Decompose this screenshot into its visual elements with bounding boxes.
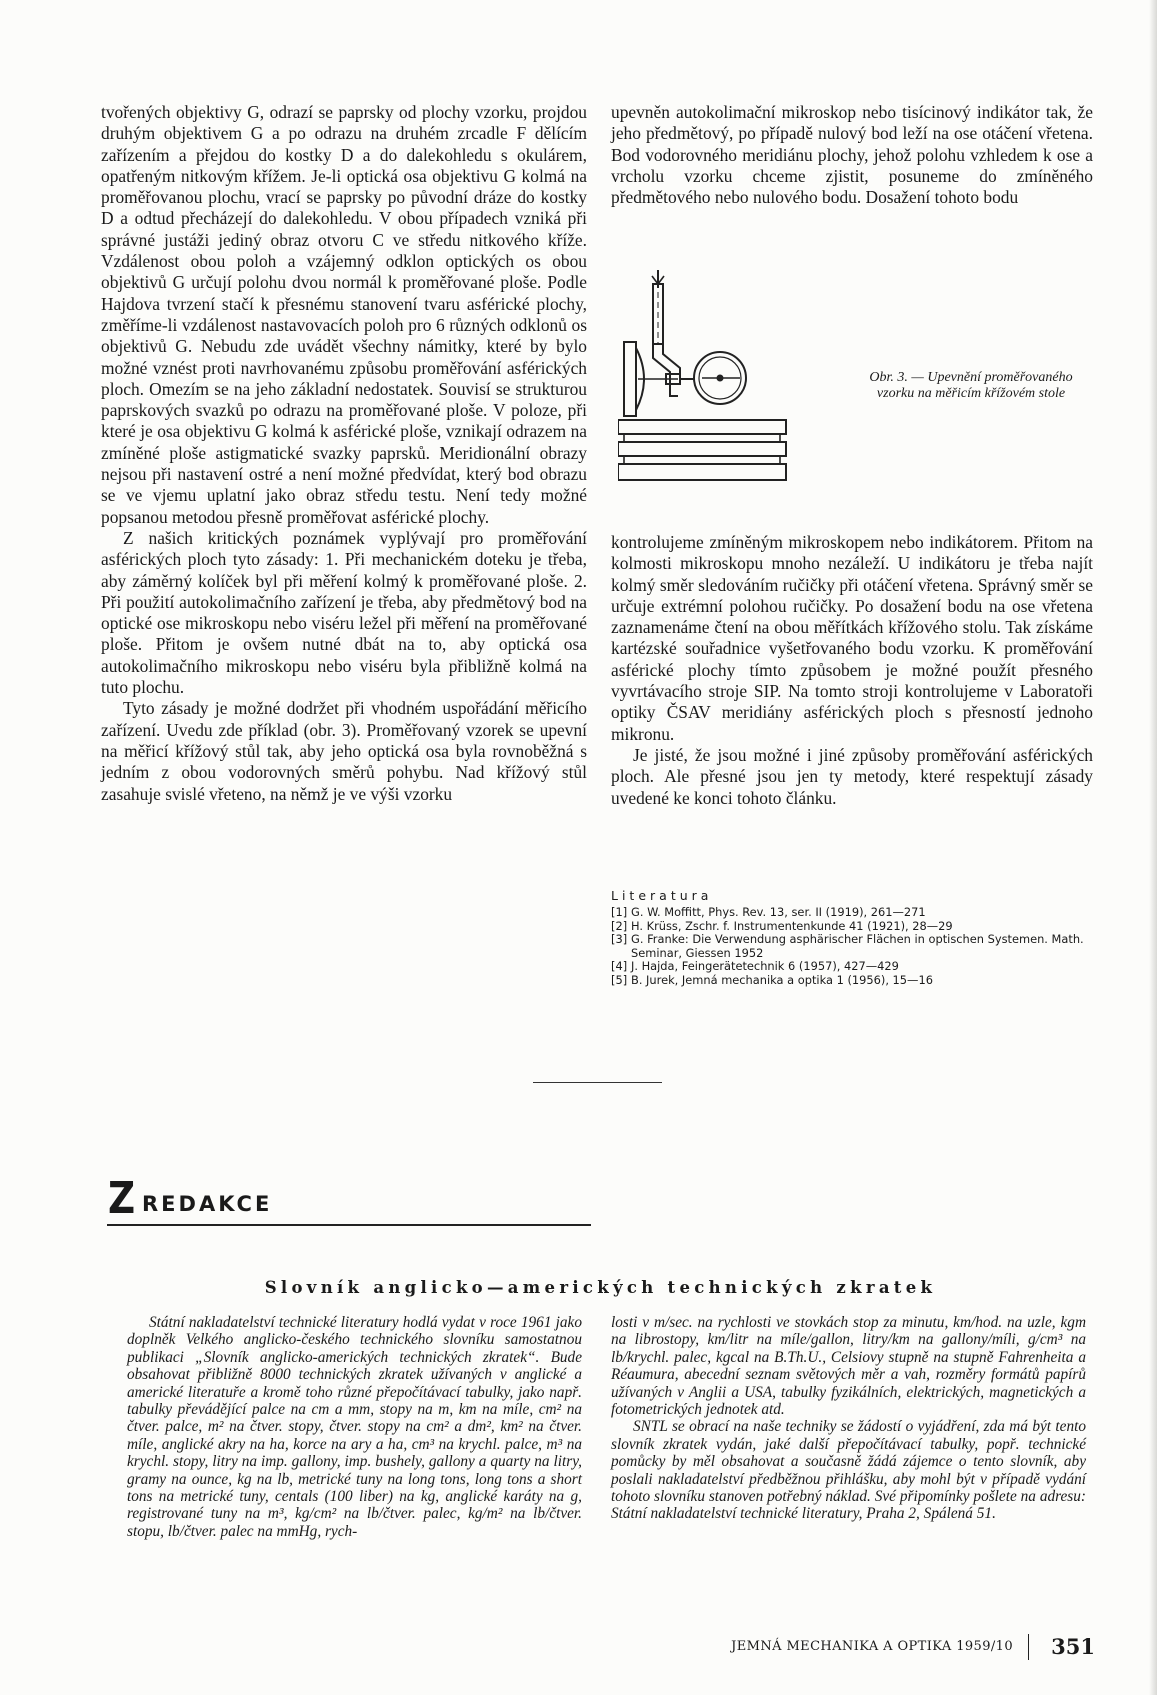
paragraph: upevněn autokolimační mikroskop nebo tisícinový indikátor tak, že jeho předmětový, po případě nulový bod leží na ose otáčení vřetena. Bod vodorovného meridiánu plochy, jehož polohu vzhledem k ose a vrcholu vzorku chceme zjistit, posuneme do zmíněného předmětového nebo nulového bodu. Dosažení tohoto bodu xyxy=(611,102,1093,208)
reference-item xyxy=(611,933,1097,960)
reference-text: G. Franke: Die Verwendung asphärischer Flächen in optischen Systemen. Math. Seminar, Giessen 1952 xyxy=(631,932,1084,960)
reference-item xyxy=(611,960,1097,974)
paragraph: Státní nakladatelství technické literatury hodlá vydat v roce 1961 jako doplněk Velkého anglicko-českého technického slovníku samostatnou publikaci „Slovník anglicko-amerických technických zkratek“. Bude obsahovat přibližně 8000 technických zkratek užívaných v anglické a americké literatuře a kromě toho různé přepočítávací tabulky, jako např. tabulky převádějící palce na cm a mm, stopy na m, km na míle, cm² na čtver. palce, m² na čtver. stopy, čtver. stopy na cm² a dm², km² na čtver. míle, anglické akry na ha, korce na ary a ha, cm³ na krychl. palce, m³ na krychl. stopy, litry na imp. gallony, imp. bushely, gallony a quarty na litry, gramy na ounce, kg na lb, metrické tuny na long tons, long tons a short tons na metrické tuny, centals (100 liber) na kg, anglické karáty na g, registrované tuny na m³, kg/cm² na lb/čtver. palec, kg/m² na lb/čtver. stopu, lb/čtver. palec na mmHg, rych- xyxy=(127,1314,582,1540)
right-column-bottom xyxy=(611,532,1093,809)
reference-item xyxy=(611,906,1097,920)
reference-text: B. Jurek, Jemná mechanika a optika 1 (1956), 15—16 xyxy=(631,972,933,987)
article-right-column xyxy=(611,1314,1086,1523)
page-footer xyxy=(725,1634,1095,1660)
footer-separator xyxy=(1028,1634,1029,1660)
section-rule xyxy=(107,1224,591,1226)
section-heading xyxy=(108,1173,273,1224)
literature-heading: Literatura xyxy=(611,888,713,903)
paragraph: Z našich kritických poznámek vyplývají pro proměřování asférických ploch tyto zásady: 1. Při mechanickém doteku je třeba, aby záměrný kolíček byl při měření kolmý k proměřované ploše. 2. Při použití autokolimačního zařízení je třeba, aby předmětový bod na optické ose mikroskopu nebo viséru ležel při měření na proměřované ploše. Přitom je ovšem nutné dbát na to, aby optická osa autokolimačního mikroskopu nebo viséru byla přibližně kolmá na tuto plochu. xyxy=(101,527,587,698)
figure-caption: Obr. 3. — Upevnění proměřovaného vzorku na měřicím křížovém stole xyxy=(869,370,1073,401)
reference-number: [3] xyxy=(611,932,628,947)
reference-number: [1] xyxy=(611,905,628,919)
journal-title: JEMNÁ MECHANIKA A OPTIKA 1959/10 xyxy=(731,1639,1013,1654)
figure-3-measuring-table-drawing xyxy=(618,270,828,505)
article-title: Slovník anglicko—amerických technických zkratek xyxy=(264,1278,937,1297)
paragraph: losti v m/sec. na rychlosti ve stovkách stop za minutu, km/hod. na uzle, kgm na librostopy, km/litr na míle/gallon, litry/km na gallony/míli, g/cm³ na lb/krychl. palec, kgcal na B.Th.U., Celsiovy stupně na stupně Fahrenheita a Réaumura, abecední seznam světových měr a vah, rozměry formátů papírů užívaných v Anglii a USA, tabulky fyzikálních, elektrických, magnetických a fotometrických jednotek atd. xyxy=(611,1314,1086,1419)
paragraph: kontrolujeme zmíněným mikroskopem nebo indikátorem. Přitom na kolmosti mikroskopu mnoho nezáleží. U indikátoru je třeba najít kolmý směr sledováním ručičky při otáčení vřetena. Správný směr se určuje extrémní polohou ručičky. Po dosažení bodu na ose vřetena zaznamenáme čtení na obou měřítkách křížového stolu. Tak získáme kartézské souřadnice vyšetřovaného bodu vzorku. K proměřování asférické plochy tímto způsobem je možné použít přesného vyvrtávacího stroje SIP. Na tomto stroji kontrolujeme v Laboratoři optiky ČSAV meridiány asférických ploch s přesností jednoho mikronu. xyxy=(611,532,1093,744)
reference-text: J. Hajda, Feingerätetechnik 6 (1957), 427—429 xyxy=(631,959,899,974)
reference-list xyxy=(611,906,1097,988)
paragraph: Je jisté, že jsou možné i jiné způsoby proměřování asférických ploch. Ale přesné jsou jen ty metody, které respektují zásady uvedené ke konci tohoto článku. xyxy=(611,744,1093,808)
paragraph: Tyto zásady je možné dodržet při vhodném uspořádání měřicího zařízení. Uvedu zde příklad (obr. 3). Proměřovaný vzorek se upevní na měřicí křížový stůl tak, aby jeho optická osa byla rovnoběžná s jedním z obou vodorovných směrů pohybu. Nad křížový stůl zasahuje svislé vřeteno, na němž je ve výši vzorku xyxy=(101,698,587,804)
page-edge-shadow xyxy=(1149,0,1157,1695)
left-column xyxy=(101,102,587,805)
figure-3-svg xyxy=(618,270,828,505)
section-initial: Z xyxy=(108,1173,136,1224)
page-number: 351 xyxy=(1051,1634,1095,1659)
paragraph: SNTL se obrací na naše techniky se žádostí o vyjádření, zda má být tento slovník zkratek vydán, jaké další přepočítávací tabulky, popř. technické pomůcky by měl obsahovat a současně žádá zájemce o tento slovník, aby poslali nakladatelství předběžnou přihlášku, aby mohl být v případě vydání tohoto slovníku stanoven potřebný náklad. Své připomínky pošlete na adresu: Státní nakladatelství technické literatury, Praha 2, Spálená 51. xyxy=(611,1418,1086,1523)
article-left-column xyxy=(127,1314,582,1540)
reference-number: [4] xyxy=(611,959,628,974)
reference-number: [5] xyxy=(611,972,628,987)
reference-number: [2] xyxy=(611,918,628,933)
reference-item xyxy=(611,920,1097,934)
reference-text: H. Krüss, Zschr. f. Instrumentenkunde 41 (1921), 28—29 xyxy=(631,918,953,933)
reference-item xyxy=(611,974,1097,988)
section-title: REDAKCE xyxy=(142,1192,273,1216)
paragraph: tvořených objektivy G, odrazí se paprsky od plochy vzorku, projdou druhým objektivem G a po odrazu na druhém zrcadle F dělícím zařízením a přejdou do kostky D a do dalekohledu s okulárem, opatřeným nitkovým křížem. Je-li optická osa objektivu G kolmá na proměřovanou plochu, vrací se paprsky po původní dráze do kostky D a odtud přecházejí do dalekohledu. V obou případech vzniká při správné justáži jediný obraz otvoru C ve středu nitkového kříže. Vzdálenost obou poloh a vzájemný odklon optických os obou objektivů G určují polohu dvou normál k proměřované ploše. Podle Hajdova tvrzení stačí k přesnému stanovení tvaru asférické plochy, změříme-li vzdálenost nastavovacích poloh pro 6 různých odklonů os objektivů G. Nebudu zde uvádět všechny námitky, které by bylo možné vznést proti navrhovanému způsobu proměřování asférických ploch. Omezím se na jeho základní nedostatek. Souvisí se strukturou paprskových svazků po odrazu na proměřované ploše. V poloze, při které je osa objektivu G kolmá k asférické ploše, vznikají odrazem na zmíněné ploše astigmatické svazky paprsků. Meridionální obrazy nejsou při nastavení ostré a není možné předvídat, který bod obrazu se ve vjemu uplatní jako obraz středu testu. Není tedy možné popsanou metodou přesně proměřovat asférické plochy. xyxy=(101,102,587,527)
section-divider xyxy=(533,1082,662,1083)
reference-text: G. W. Moffitt, Phys. Rev. 13, ser. II (1919), 261—271 xyxy=(631,905,926,919)
right-column-top xyxy=(611,102,1093,208)
